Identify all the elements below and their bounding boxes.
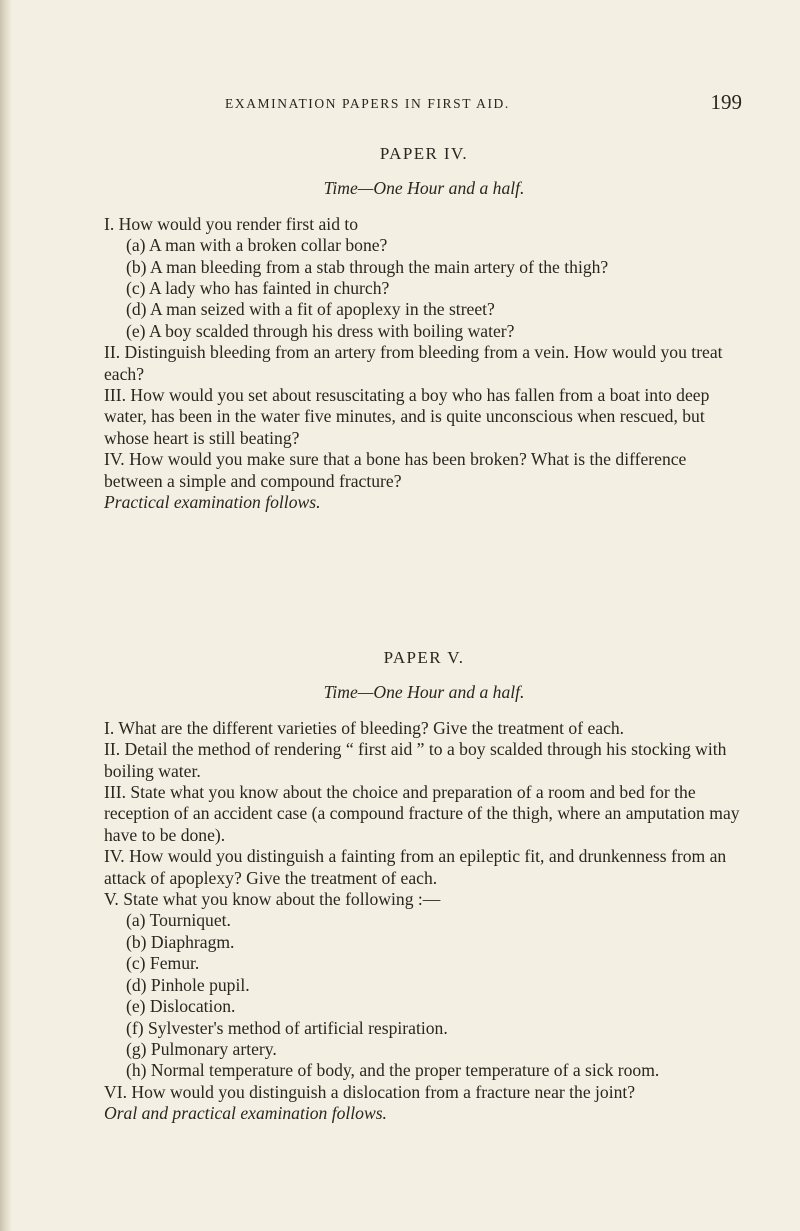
paper-v-practical-note: Oral and practical examination follows.: [104, 1103, 387, 1124]
paper-v-time: Time—One Hour and a half.: [323, 682, 525, 703]
paper-v-question-5b: (b) Diaphragm.: [126, 931, 235, 952]
running-title: EXAMINATION PAPERS IN FIRST AID.: [225, 96, 510, 111]
paper-iv-section: [104, 143, 744, 514]
paper-iv-question-3: III. How would you set about resuscitating a boy who has fallen from a boat into deep water, has been in the water five minutes, and is quite unconscious when rescued, but whose heart is still beating?: [104, 385, 710, 448]
paper-v-section: [104, 647, 744, 1125]
running-header: [225, 92, 750, 118]
paper-v-question-5g: (g) Pulmonary artery.: [126, 1038, 277, 1059]
paper-v-question-4: IV. How would you distinguish a fainting from an epileptic fit, and drunkenness from an attack of apoplexy? Give the treatment of each.: [104, 846, 727, 888]
paper-iv-question-1c: (c) A lady who has fainted in church?: [126, 278, 390, 299]
paper-v-question-5c: (c) Femur.: [126, 953, 200, 974]
paper-iv-question-1: I. How would you render first aid to: [104, 213, 359, 234]
paper-v-title: PAPER V.: [383, 648, 465, 667]
paper-iv-practical-note: Practical examination follows.: [104, 492, 321, 513]
paper-v-question-6: VI. How would you distinguish a dislocation from a fracture near the joint?: [104, 1081, 636, 1102]
paper-iv-question-2: II. Distinguish bleeding from an artery from bleeding from a vein. How would you treat each?: [104, 342, 723, 384]
paper-v-question-1: I. What are the different varieties of bleeding? Give the treatment of each.: [104, 717, 625, 738]
paper-iv-question-1e: (e) A boy scalded through his dress with boiling water?: [126, 320, 515, 341]
paper-v-question-5f: (f) Sylvester's method of artificial respiration.: [126, 1017, 448, 1038]
paper-iv-title: PAPER IV.: [379, 144, 469, 163]
paper-v-question-5d: (d) Pinhole pupil.: [126, 974, 250, 995]
paper-iv-question-1a: (a) A man with a broken collar bone?: [126, 235, 388, 256]
paper-v-question-2: II. Detail the method of rendering “ first aid ” to a boy scalded through his stocking with boiling water.: [104, 739, 727, 781]
paper-v-question-5: V. State what you know about the following :—: [104, 889, 441, 910]
page-binding-edge: [0, 0, 12, 1231]
paper-v-question-3: III. State what you know about the choice and preparation of a room and bed for the reception of an accident case (a compound fracture of the thigh, where an amputation may have to be done).: [104, 782, 740, 845]
paper-iv-question-1b: (b) A man bleeding from a stab through the main artery of the thigh?: [126, 256, 609, 277]
paper-v-question-5h: (h) Normal temperature of body, and the proper temperature of a sick room.: [126, 1060, 660, 1081]
paper-iv-question-1d: (d) A man seized with a fit of apoplexy in the street?: [126, 299, 495, 320]
paper-v-question-5a: (a) Tourniquet.: [126, 910, 231, 931]
paper-v-question-5e: (e) Dislocation.: [126, 996, 236, 1017]
page-number: 199: [710, 90, 742, 114]
paper-iv-question-4: IV. How would you make sure that a bone has been broken? What is the difference between a simple and compound fracture?: [104, 449, 687, 491]
paper-iv-time: Time—One Hour and a half.: [323, 178, 525, 199]
